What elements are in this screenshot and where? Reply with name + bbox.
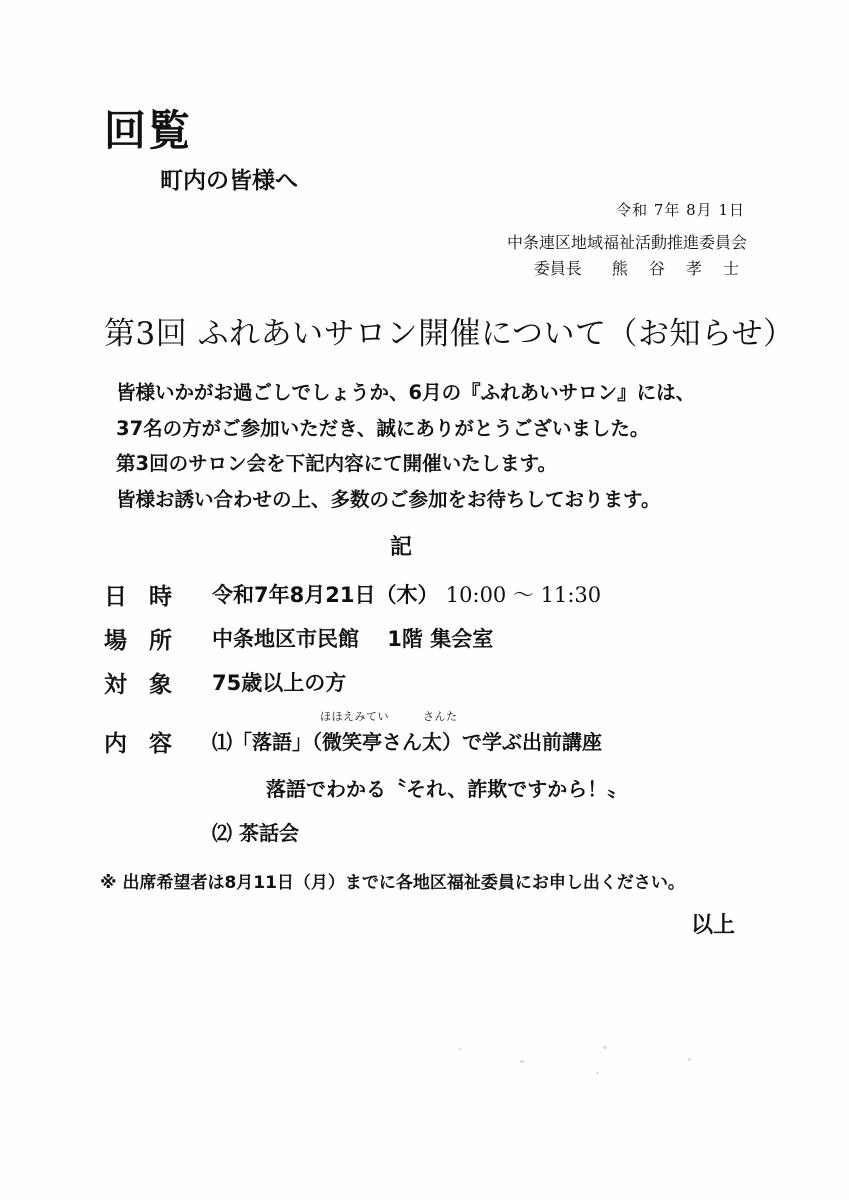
attendance-note: ※ 出席希望者は8月11日（月）までに各地区福祉委員にお申し出ください。 [100, 873, 685, 893]
time-text: 10:00 ～ 11:30 [445, 583, 602, 607]
body-text [116, 375, 695, 517]
content-item-1: ⑴「落語」（微笑亭さん太）で学ぶ出前講座 [212, 730, 602, 754]
place-value: 中条地区市民館 1階 集会室 [212, 627, 494, 651]
body-line: 皆様お誘い合わせの上、多数のご参加をお待ちしております。 [116, 487, 661, 511]
chair-name: 熊 谷 孝 士 [611, 259, 747, 278]
issue-date: 令和 7年 8月 1日 [616, 201, 745, 219]
body-line: 第3回のサロン会を下記内容にて開催いたします。 [116, 452, 558, 475]
content-item-1-subtitle: 落語でわかる〝それ、詐欺ですから！〟 [266, 777, 628, 801]
ki-marker: 記 [390, 535, 413, 560]
content-label: 内容 [104, 731, 194, 757]
notice-title: 第3回 ふれあいサロン開催について（お知らせ） [104, 316, 795, 352]
chair-title: 委員長 [533, 259, 582, 278]
scan-speck [688, 1058, 691, 1061]
scan-speck [458, 1048, 461, 1050]
chairperson [534, 256, 747, 279]
datetime-value [212, 579, 601, 609]
target-value: 75歳以上の方 [212, 671, 347, 695]
furigana-hohoemitei: ほほえみてい [320, 710, 389, 723]
scan-speck [603, 1046, 607, 1049]
place-label: 場所 [104, 628, 194, 654]
date-text: 令和7年8月21日（木） [212, 583, 439, 607]
document-heading: 回覧 [104, 106, 193, 155]
target-label: 対象 [104, 672, 194, 698]
furigana [320, 708, 458, 724]
furigana-santa: さんた [423, 710, 458, 723]
greeting: 町内の皆様へ [160, 168, 298, 194]
body-line: 37名の方がご参加いただき、誠にありがとうございました。 [116, 416, 650, 440]
scan-speck [596, 1072, 599, 1074]
scan-speck [520, 1060, 524, 1063]
content-item-2: ⑵ 茶話会 [212, 821, 299, 845]
datetime-label: 日時 [104, 584, 194, 610]
closing-mark: 以上 [690, 913, 735, 938]
body-line: 皆様いかがお過ごしでしょうか、6月の『ふれあいサロン』には、 [116, 381, 696, 404]
organization-name: 中条連区地域福祉活動推進委員会 [506, 233, 747, 252]
